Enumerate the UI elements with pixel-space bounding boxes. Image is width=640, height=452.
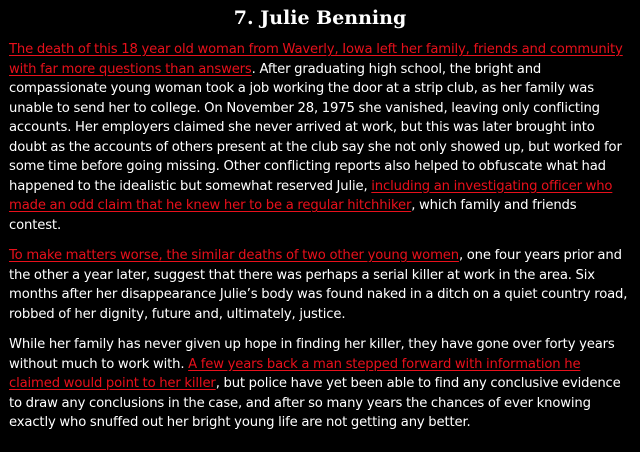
paragraph-1-text-end: , which family and friends contest. xyxy=(9,198,577,233)
paragraph-1-text: . After graduating high school, the bright and compassionate young woman took a job working the door at a strip club, as her family was unable to send her to college. On November 28, 1975 she vanished, leaving only conflicting accounts. Her employers claimed she never arrived at work, but this was later brought into doubt as the accounts of others present at the club say she not only showed up, but worked for some time before going missing. Other conflicting reports also helped to obfuscate what had happened to the idealistic but somewhat reserved Julie, xyxy=(9,61,622,194)
paragraph-3-text-start: While her family has never given up hope in finding her killer, they have gone over forty years without much to work with. xyxy=(9,337,615,372)
link-questions-than-answers[interactable]: The death of this 18 year old woman from Waverly, Iowa left her family, friends and community with far more questions than answers xyxy=(9,42,623,77)
paragraph-2 xyxy=(9,246,631,324)
paragraph-3 xyxy=(9,335,631,433)
paragraph-2-text: , one four years prior and the other a year later, suggest that there was perhaps a serial killer at work in the area. Six months after her disappearance Julie’s body was found naked in a ditch on a quiet country road, robbed of her dignity, future and, ultimately, justice. xyxy=(9,248,628,322)
link-man-stepped-forward[interactable]: A few years back a man stepped forward with information he claimed would point to her killer xyxy=(9,356,581,391)
paragraph-3-text: , but police have yet been able to find any conclusive evidence to draw any conclusions in the case, and after so many years the chances of ever knowing exactly who snuffed out her bright young life are not getting any better. xyxy=(9,376,621,430)
link-hitchhiker-claim[interactable]: including an investigating officer who made an odd claim that he knew her to be a regular hitchhiker xyxy=(9,178,613,213)
paragraph-1 xyxy=(9,40,631,235)
link-similar-deaths[interactable]: To make matters worse, the similar deaths of two other young women xyxy=(9,248,459,263)
section-title: 7. Julie Benning xyxy=(233,7,407,29)
